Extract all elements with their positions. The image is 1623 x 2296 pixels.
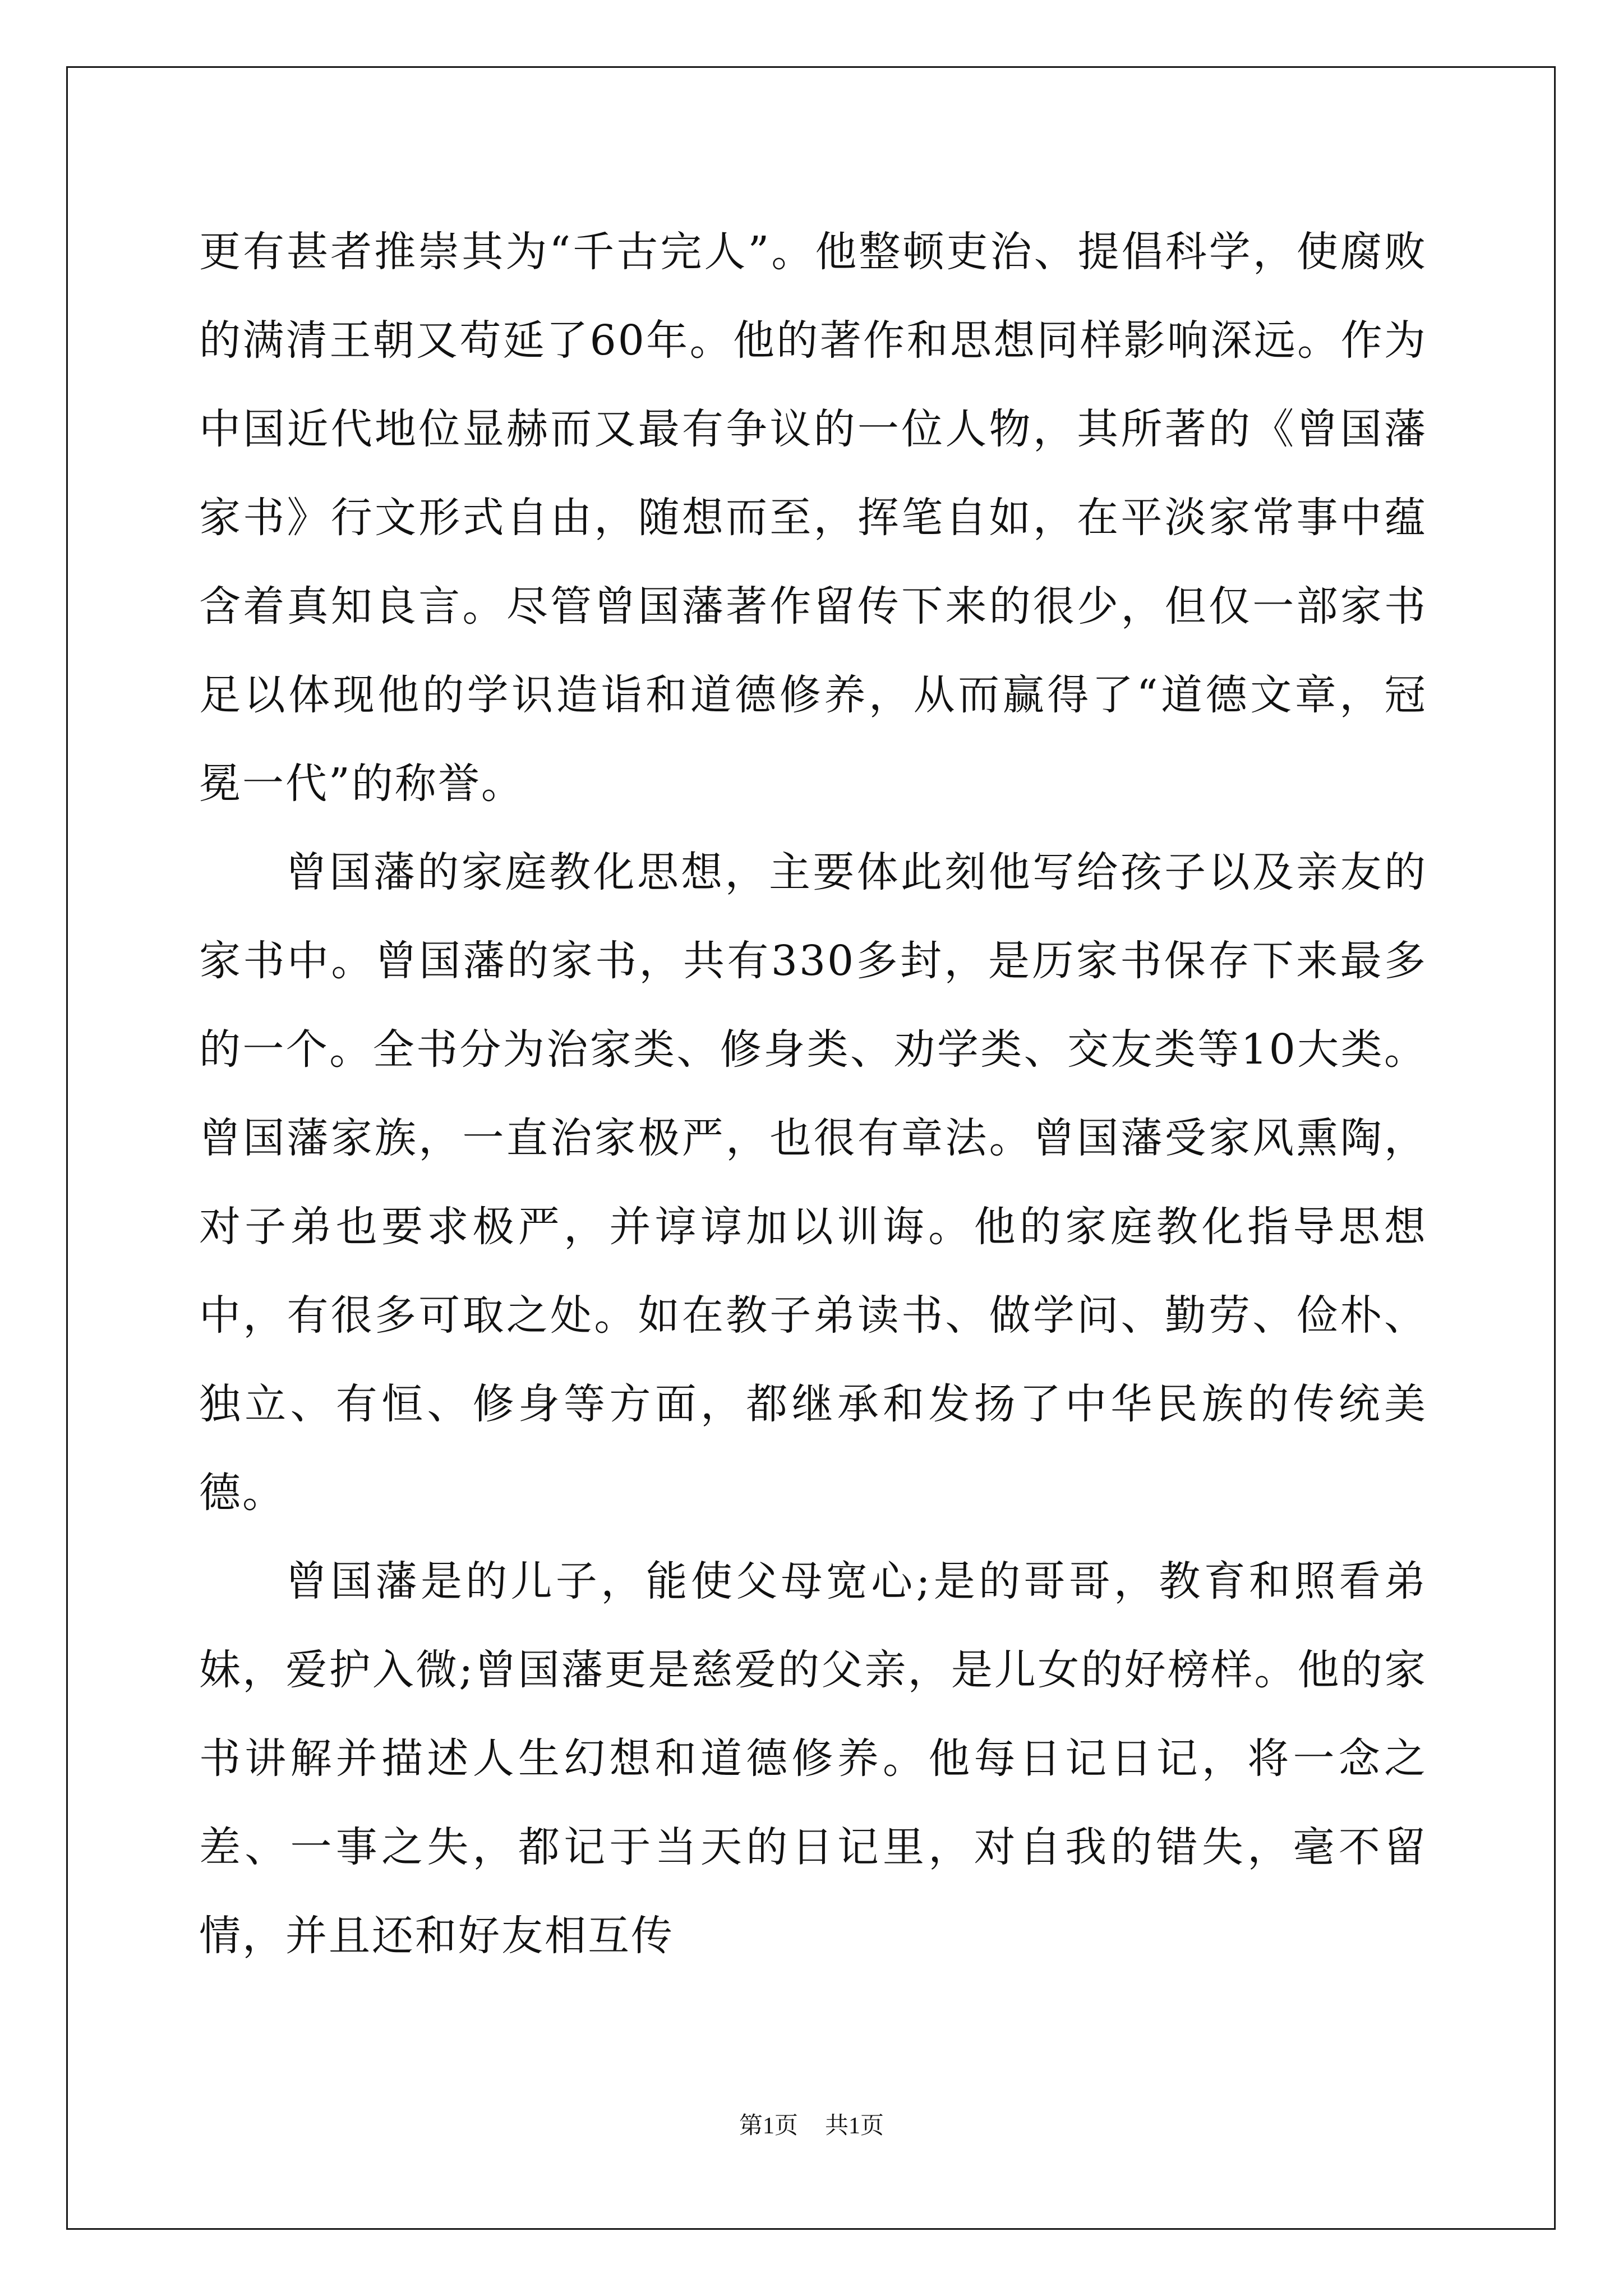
paragraph-3: 曾国藩是的儿子，能使父母宽心;是的哥哥，教育和照看弟妹，爱护入微;曾国藩更是慈爱的父亲，是儿女的好榜样。他的家书讲解并描述人生幻想和道德修养。他每日记日记，将一念之差、一事之失，都记于当天的日记里，对自我的错失，毫不留情，并且还和好友相互传: [199, 1557, 1427, 1960]
paragraph-2: 曾国藩的家庭教化思想，主要体此刻他写给孩子以及亲友的家书中。曾国藩的家书，共有330多封，是历家书保存下来最多的一个。全书分为治家类、修身类、劝学类、交友类等10大类。曾国藩家族，一直治家极严，也很有章法。曾国藩受家风熏陶，对子弟也要求极严，并谆谆加以训诲。他的家庭教化指导思想中，有很多可取之处。如在教子弟读书、做学问、勤劳、俭朴、独立、有恒、修身等方面，都继承和发扬了中华民族的传统美德。: [199, 848, 1427, 1517]
page-footer: [0, 2112, 1623, 2140]
document-body: [199, 208, 1427, 1980]
page-total: 共1页: [825, 2113, 884, 2139]
paragraph-1: 更有甚者推崇其为“千古完人”。他整顿吏治、提倡科学，使腐败的满清王朝又苟延了60年。他的著作和思想同样影响深远。作为中国近代地位显赫而又最有争议的一位人物，其所著的《曾国藩家书》行文形式自由，随想而至，挥笔自如，在平淡家常事中蕴含着真知良言。尽管曾国藩著作留传下来的很少，但仅一部家书足以体现他的学识造诣和道德修养，从而赢得了“道德文章，冠冕一代”的称誉。: [199, 228, 1427, 808]
page-number: 第1页: [739, 2113, 798, 2139]
